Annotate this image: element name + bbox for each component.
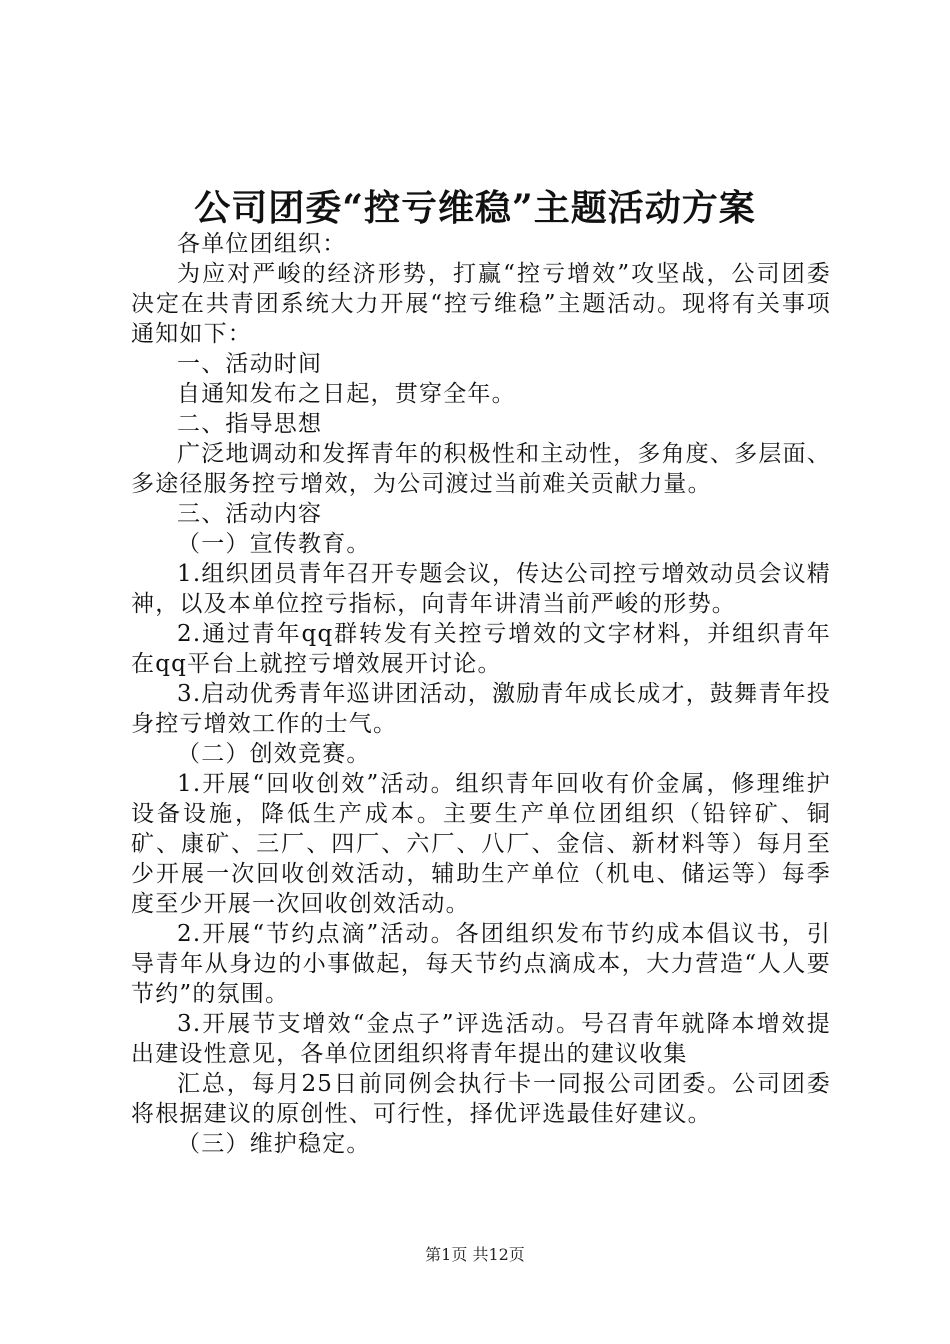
education-item-1: 1.组织团员青年召开专题会议，传达公司控亏增效动员会议精神，以及本单位控亏指标，向青年讲清当前严峻的形势。 [131, 561, 831, 617]
page-number-footer: 第1页 共12页 [425, 1245, 525, 1264]
education-item-3: 3.启动优秀青年巡讲团活动，激励青年成长成才，鼓舞青年投身控亏增效工作的士气。 [131, 681, 831, 737]
guiding-paragraph: 广泛地调动和发挥青年的积极性和主动性，多角度、多层面、多途径服务控亏增效，为公司渡过当前难关贡献力量。 [131, 441, 831, 497]
competition-item-1: 1.开展“回收创效”活动。组织青年回收有价金属，修理维护设备设施，降低生产成本。主要生产单位团组织（铅锌矿、铜矿、康矿、三厂、四厂、六厂、八厂、金信、新材料等）每月至少开展一次回收创效活动，辅助生产单位（机电、储运等）每季度至少开展一次回收创效活动。 [131, 771, 831, 917]
subsection-heading-competition: （二）创效竞赛。 [177, 741, 371, 767]
section-heading-content: 三、活动内容 [177, 501, 323, 527]
salutation: 各单位团组织： [177, 231, 347, 257]
intro-paragraph: 为应对严峻的经济形势，打赢“控亏增效”攻坚战，公司团委决定在共青团系统大力开展“控亏维稳”主题活动。现将有关事项通知如下： [131, 261, 831, 347]
competition-item-2: 2.开展“节约点滴”活动。各团组织发布节约成本倡议书，引导青年从身边的小事做起，每天节约点滴成本，大力营造“人人要节约”的氛围。 [131, 921, 831, 1007]
subsection-heading-stability: （三）维护稳定。 [177, 1131, 371, 1157]
education-item-2: 2.通过青年qq群转发有关控亏增效的文字材料，并组织青年在qq平台上就控亏增效展开讨论。 [131, 621, 831, 677]
subsection-heading-education: （一）宣传教育。 [177, 531, 371, 557]
document-title: 公司团委“控亏维稳”主题活动方案 [194, 187, 756, 229]
document-body [131, 229, 831, 1159]
competition-item-3: 3.开展节支增效“金点子”评选活动。号召青年就降本增效提出建设性意见，各单位团组织将青年提出的建议收集 [131, 1011, 831, 1067]
section-heading-guiding: 二、指导思想 [177, 411, 323, 437]
time-paragraph: 自通知发布之日起，贯穿全年。 [177, 381, 516, 407]
section-heading-time: 一、活动时间 [177, 351, 323, 377]
competition-item-3-continued: 汇总，每月25日前同例会执行卡一同报公司团委。公司团委将根据建议的原创性、可行性，择优评选最佳好建议。 [131, 1071, 831, 1127]
